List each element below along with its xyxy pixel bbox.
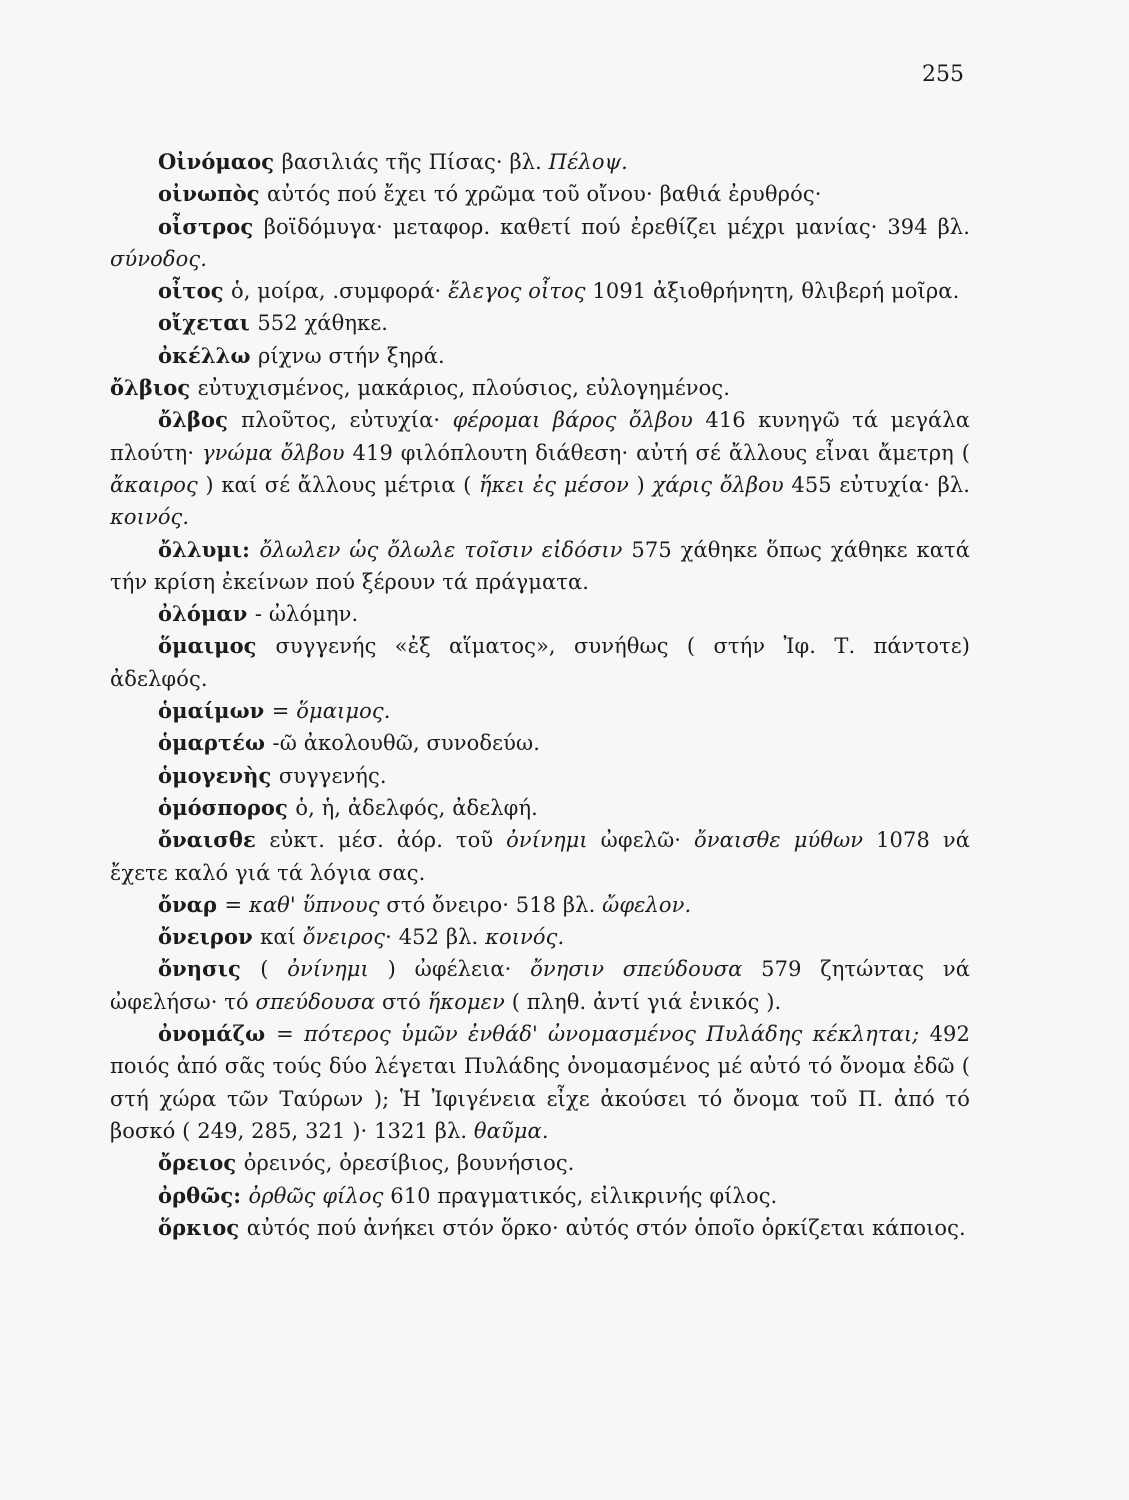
glossary-entry xyxy=(110,695,970,727)
entry-headword: ὄλβιος xyxy=(110,375,198,401)
entry-headword: ὁμόσπορος xyxy=(158,794,296,820)
glossary-entry xyxy=(110,889,970,921)
entry-headword: ὀνομάζω xyxy=(158,1021,277,1047)
entry-definition: 1091 ἀξιοθρήνητη, θλιβερή μοῖρα. xyxy=(585,279,960,304)
entry-headword: οἶστρος xyxy=(158,213,264,239)
entry-definition: 1078 νά ἔχετε καλό γιά τά λόγια σας. xyxy=(110,828,970,885)
entry-citation: ὀνίνημι xyxy=(506,828,588,853)
glossary-entry xyxy=(110,275,970,307)
entry-definition: εὐκτ. μέσ. ἀόρ. τοῦ xyxy=(269,828,507,853)
entry-headword: Οἰνόμαος xyxy=(158,149,282,174)
entry-definition: 552 χάθηκε. xyxy=(257,311,388,336)
entry-definition: 610 πραγματικός, εἰλικρινής φίλος. xyxy=(383,1183,778,1208)
entry-citation: ὀρθῶς φίλος xyxy=(248,1183,384,1208)
entry-definition: αὐτός πού ἀνήκει στόν ὅρκο· αὐτός στόν ὁποῖο ὁρκίζεται κάποιος. xyxy=(246,1215,966,1240)
entry-citation: ἄκαιρος xyxy=(110,472,198,497)
entry-citation: σύνοδος. xyxy=(110,246,208,271)
entry-definition: ὀρεινός, ὀρεσίβιος, βουνήσιος. xyxy=(243,1151,575,1176)
glossary-entry xyxy=(110,1018,970,1147)
entry-headword: ὄναισθε xyxy=(158,827,270,853)
entry-definition: συγγενής. xyxy=(278,763,387,788)
entry-headword: ὀρθῶς: xyxy=(158,1182,249,1208)
entry-headword: οἰνωπὸς xyxy=(158,181,268,207)
glossary-entry xyxy=(110,1212,970,1244)
entry-citation: κοινός. xyxy=(110,505,190,530)
entry-citation: πότερος ὑμῶν ἐνθάδ' ὠνομασμένος Πυλάδης κέκληται; xyxy=(304,1022,920,1047)
entry-citation: ὀνίνημι xyxy=(287,957,369,982)
entry-definition: = xyxy=(276,1022,305,1047)
entry-headword: οἶτος xyxy=(158,278,232,304)
entry-citation: σπεύδουσα xyxy=(255,989,376,1014)
entry-citation: ἥκομεν xyxy=(427,989,505,1014)
entry-headword: ὀλόμαν xyxy=(158,601,255,627)
entry-citation: θαῦμα. xyxy=(473,1118,549,1143)
entry-headword: οἴχεται xyxy=(158,310,258,336)
entry-definition: εὐτυχισμένος, μακάριος, πλούσιος, εὐλογημένος. xyxy=(197,376,731,401)
entry-definition: 455 εὐτυχία· βλ. xyxy=(783,472,971,497)
entry-headword: ὅμαιμος xyxy=(158,633,276,659)
entry-definition: καί xyxy=(260,925,303,950)
entry-definition: αὐτός πού ἔχει τό χρῶμα τοῦ οἴνου· βαθιά ἐρυθρός· xyxy=(267,182,822,207)
entry-citation: ὄνειρος xyxy=(302,925,386,950)
glossary-entry xyxy=(110,146,970,178)
entry-definition: πλοῦτος, εὐτυχία· xyxy=(241,408,453,433)
page-number: 255 xyxy=(922,62,964,87)
glossary-entry xyxy=(110,760,970,792)
entry-definition: - ὠλόμην. xyxy=(254,602,359,627)
entry-definition: ( πληθ. ἀντί γιά ἑνικός ). xyxy=(504,989,782,1014)
entry-citation: ἥκει ἐς μέσον xyxy=(479,472,629,497)
glossary-entry xyxy=(110,307,970,339)
entry-definition: ) xyxy=(628,472,653,497)
glossary-entry xyxy=(110,1147,970,1179)
entry-headword: ὁμαρτέω xyxy=(158,730,273,756)
entry-citation: ὄναισθε μύθων xyxy=(694,828,864,853)
entry-headword: ὄνειρον xyxy=(158,924,261,950)
entry-definition: ρίχνω στήν ξηρά. xyxy=(257,343,445,368)
entry-citation: ἔλεγος οἶτος xyxy=(448,279,586,304)
glossary-entry xyxy=(110,1180,970,1212)
entry-definition: · 452 βλ. xyxy=(385,925,486,950)
glossary-entry xyxy=(110,178,970,210)
entry-definition: στό ὄνειρο· 518 βλ. xyxy=(379,892,603,917)
entry-citation: φέρομαι βάρος ὄλβου xyxy=(452,408,693,433)
entry-definition: 579 ζητώντας νά ὠφελήσω· τό xyxy=(110,957,971,1014)
entry-definition: = xyxy=(271,699,297,724)
entry-headword: ὅρκιος xyxy=(158,1214,247,1240)
entry-definition: 419 φιλόπλουτη διάθεση· αὐτή σέ ἄλλους εἶναι ἄμετρη ( xyxy=(344,440,970,465)
glossary-text xyxy=(110,146,970,1244)
entry-headword: ὀκέλλω xyxy=(158,342,258,368)
entry-headword: ὄλβος xyxy=(158,407,242,433)
entry-definition: βασιλιάς τῆς Πίσας· βλ. xyxy=(281,150,549,174)
glossary-entry xyxy=(110,792,970,824)
entry-definition: 492 ποιός ἀπό σᾶς τούς δύο λέγεται Πυλάδης ὀνομασμένος μέ αὐτό τό ὄνομα ἐδῶ ( στή χώρα τῶν Ταύρων ); Ἡ Ἰφιγένεια εἶχε ἀκούσει τό ὄνομα τοῦ Π. ἀπό τό βοσκό ( 249, 285, 321 )· 1321 βλ. xyxy=(110,1022,970,1143)
entry-citation: ὄνησιν σπεύδουσα xyxy=(530,957,743,982)
entry-definition: = xyxy=(224,892,249,917)
entry-headword: ὁμογενὴς xyxy=(158,762,279,788)
entry-headword: ὄρειος xyxy=(158,1150,244,1176)
entry-definition: ( xyxy=(260,957,288,982)
glossary-entry xyxy=(110,340,970,372)
glossary-entry xyxy=(110,921,970,953)
entry-definition: βοϊδόμυγα· μεταφορ. καθετί πού ἐρεθίζει μέχρι μανίας· 394 βλ. xyxy=(263,214,970,239)
entry-citation: ὅμαιμος. xyxy=(296,699,391,724)
entry-definition: στό xyxy=(375,989,428,1014)
entry-definition: ὠφελῶ· xyxy=(587,828,695,853)
glossary-entry xyxy=(110,824,970,889)
entry-definition: ὁ, ἡ, ἀδελφός, ἀδελφή. xyxy=(295,795,538,820)
entry-definition: ) καί σέ ἄλλους μέτρια ( xyxy=(197,472,479,497)
glossary-entry xyxy=(110,534,970,599)
entry-citation: ὤφελον. xyxy=(602,892,692,917)
glossary-entry xyxy=(110,598,970,630)
glossary-entry xyxy=(110,630,970,695)
entry-citation: χάρις ὄλβου xyxy=(652,472,784,497)
glossary-entry xyxy=(110,953,970,1018)
entry-citation: Πέλοψ. xyxy=(548,150,628,174)
entry-definition: 575 χάθηκε ὅπως χάθηκε κατά τήν κρίση ἐκείνων πού ξέρουν τά πράγματα. xyxy=(110,537,970,594)
entry-headword: ὄλλυμι: xyxy=(158,536,260,562)
entry-citation: ὄλωλεν ὡς ὄλωλε τοῖσιν εἰδόσιν xyxy=(259,537,623,562)
glossary-entry xyxy=(110,211,970,276)
entry-definition: συγγενής «ἐξ αἵματος», συνήθως ( στήν Ἰφ. Τ. πάντοτε) ἀδελφός. xyxy=(110,634,970,691)
glossary-entry xyxy=(110,404,970,533)
entry-definition: 416 κυνηγῶ τά μεγάλα πλούτη· xyxy=(110,408,970,465)
entry-definition: ὁ, μοίρα, .συμφορά· xyxy=(231,279,449,304)
entry-headword: ὄναρ xyxy=(158,891,225,917)
entry-citation: γνώμα ὄλβου xyxy=(201,440,345,465)
entry-citation: καθ' ὕπνους xyxy=(249,892,380,917)
entry-definition: -ῶ ἀκολουθῶ, συνοδεύω. xyxy=(272,731,540,756)
entry-headword: ὄνησις xyxy=(158,956,261,982)
entry-headword: ὁμαίμων xyxy=(158,698,272,724)
entry-citation: κοινός. xyxy=(485,925,565,950)
glossary-entry xyxy=(110,727,970,759)
entry-definition: ) ὠφέλεια· xyxy=(368,957,531,982)
glossary-entry xyxy=(110,372,970,404)
